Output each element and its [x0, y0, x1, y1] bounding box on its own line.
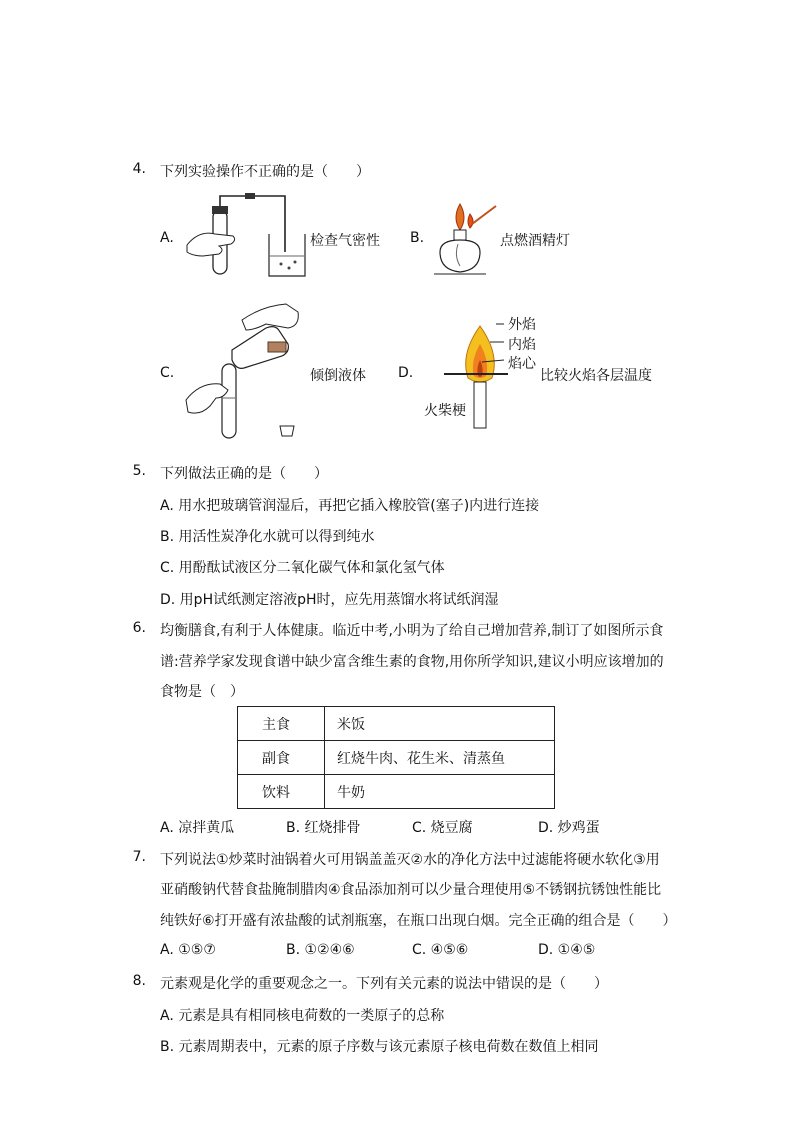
- q5-option-c: C. 用酚酞试液区分二氧化碳气体和氯化氢气体: [160, 560, 445, 576]
- table-cell-value: 牛奶: [325, 775, 555, 809]
- question-6-line-2: 谱:营养学家发现食谱中缺少富含维生素的食物,用你所学知识,建议小明应该增加的: [160, 654, 664, 670]
- question-7-line-1: 下列说法①炒菜时油锅着火可用锅盖盖灭②水的净化方法中过滤能将硬水软化③用: [160, 852, 660, 868]
- question-6-line-1: 均衡膳食,有利于人体健康。临近中考,小明为了给自己增加营养,制订了如图所示食: [160, 623, 664, 639]
- label-flame-core: 焰心: [508, 356, 536, 372]
- question-8-number: 8.: [132, 973, 146, 989]
- option-a-letter: A.: [160, 230, 174, 246]
- table-row: [238, 707, 555, 741]
- question-4-number: 4.: [132, 161, 146, 177]
- option-c-letter: C.: [160, 365, 175, 381]
- table-cell-key: 主食: [238, 707, 325, 741]
- label-inner-flame: 内焰: [508, 337, 536, 353]
- q7-option-d: D. ①④⑤: [538, 942, 596, 958]
- airtightness-check-figure: [185, 190, 310, 280]
- q6-option-c: C. 烧豆腐: [412, 820, 473, 836]
- q7-option-a: A. ①⑤⑦: [160, 942, 216, 958]
- option-b-caption: 点燃酒精灯: [500, 233, 570, 249]
- question-7-line-3: 纯铁好⑥打开盛有浓盐酸的试剂瓶塞，在瓶口出现白烟。完全正确的组合是（ ）: [160, 913, 677, 929]
- q5-option-d: D. 用pH试纸测定溶液pH时，应先用蒸馏水将试纸润湿: [160, 592, 499, 608]
- question-4-stem: 下列实验操作不正确的是（ ）: [160, 164, 370, 180]
- question-5-stem: 下列做法正确的是（ ）: [160, 466, 328, 482]
- table-cell-key: 副食: [238, 741, 325, 775]
- question-6-number: 6.: [132, 620, 146, 636]
- table-cell-value: 红烧牛肉、花生米、清蒸鱼: [325, 741, 555, 775]
- pouring-liquid-figure: [182, 298, 312, 443]
- q5-option-a: A. 用水把玻璃管润湿后，再把它插入橡胶管(塞子)内进行连接: [160, 498, 540, 514]
- label-matchstick: 火柴梗: [424, 403, 466, 419]
- recipe-table: [237, 706, 555, 809]
- q6-option-b: B. 红烧排骨: [286, 820, 361, 836]
- option-d-caption: 比较火焰各层温度: [540, 368, 652, 384]
- q6-option-a: A. 凉拌黄瓜: [160, 820, 235, 836]
- option-d-letter: D.: [398, 365, 414, 381]
- q5-option-b: B. 用活性炭净化水就可以得到纯水: [160, 529, 375, 545]
- q7-option-b: B. ①②④⑥: [286, 942, 355, 958]
- question-7-line-2: 亚硝酸钠代替食盐腌制腊肉④食品添加剂可以少量合理使用⑤不锈钢抗锈蚀性能比: [160, 882, 662, 898]
- table-row: [238, 741, 555, 775]
- question-7-number: 7.: [132, 849, 146, 865]
- q8-option-a: A. 元素是具有相同核电荷数的一类原子的总称: [160, 1008, 445, 1024]
- q8-option-b: B. 元素周期表中，元素的原子序数与该元素原子核电荷数在数值上相同: [160, 1039, 599, 1055]
- label-outer-flame: 外焰: [508, 317, 536, 333]
- option-b-letter: B.: [410, 230, 425, 246]
- table-cell-value: 米饭: [325, 707, 555, 741]
- table-row: [238, 775, 555, 809]
- question-5-number: 5.: [132, 463, 146, 479]
- question-6-line-3: 食物是（ ）: [160, 684, 244, 700]
- table-cell-key: 饮料: [238, 775, 325, 809]
- alcohol-lamp-figure: [430, 194, 500, 278]
- option-c-caption: 倾倒液体: [310, 368, 366, 384]
- option-a-caption: 检查气密性: [310, 233, 380, 249]
- q6-option-d: D. 炒鸡蛋: [538, 820, 600, 836]
- question-8-stem: 元素观是化学的重要观念之一。下列有关元素的说法中错误的是（ ）: [160, 976, 608, 992]
- q7-option-c: C. ④⑤⑥: [412, 942, 469, 958]
